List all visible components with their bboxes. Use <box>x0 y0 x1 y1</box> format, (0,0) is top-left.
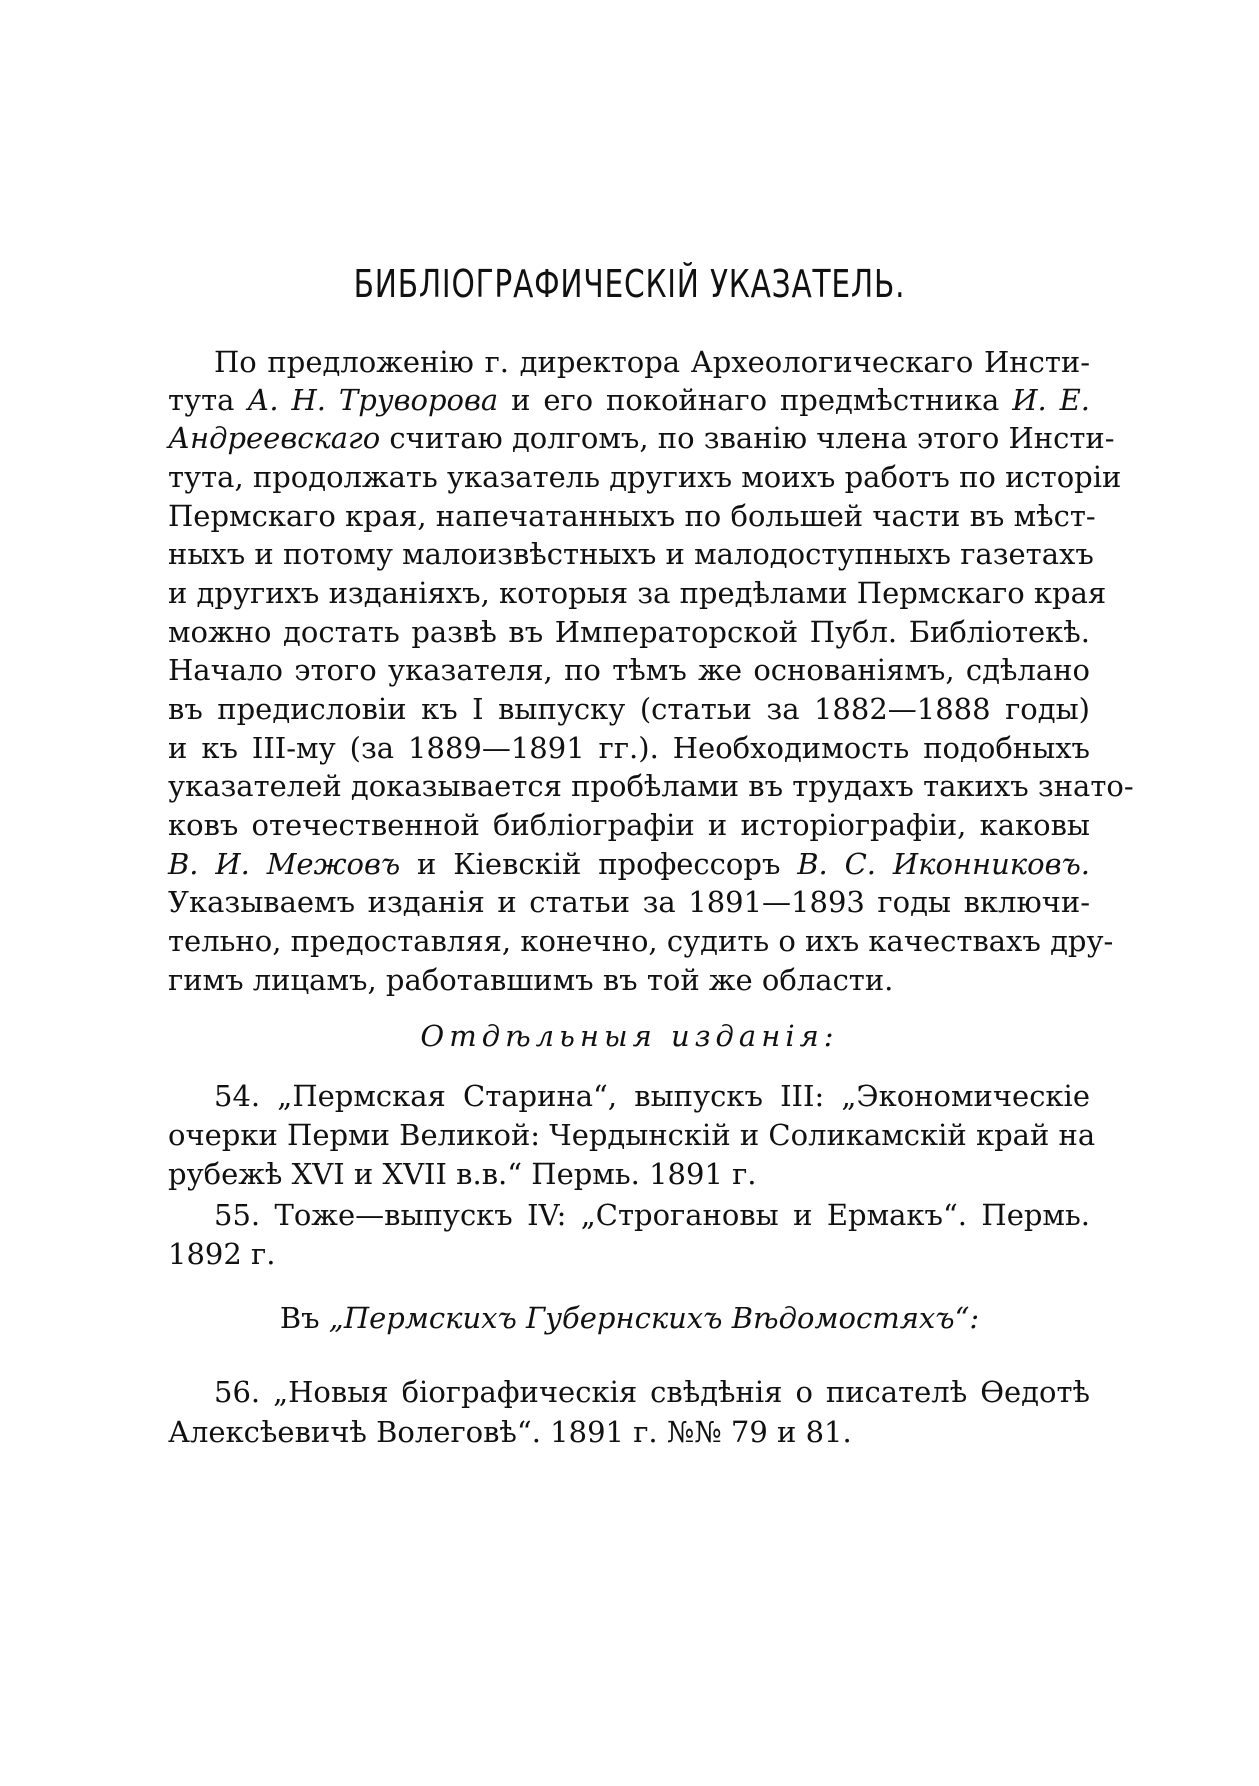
author-name: Андреевскаго <box>168 421 381 455</box>
text-line: Начало этого указателя, по тѣмъ же основаніямъ, сдѣлано <box>168 653 1090 687</box>
author-name: В. И. Межовъ <box>168 847 401 881</box>
author-name: А. Н. Труворова <box>247 383 499 417</box>
text-line: тута, продолжать указатель другихъ моихъ работъ по исторіи <box>168 460 1122 494</box>
entry-54-line: рубежѣ XVI и XVII в.в.“ Пермь. 1891 г. <box>168 1157 757 1191</box>
entry-56-line: Алексѣевичѣ Волеговѣ“. 1891 г. №№ 79 и 81. <box>168 1415 852 1449</box>
text-line: въ предисловіи къ I выпуску (статьи за 1882—1888 годы) <box>168 692 1090 726</box>
text-line: можно достать развѣ въ Императорской Публ. Библіотекѣ. <box>168 615 1090 649</box>
text-line: и другихъ изданіяхъ, которыя за предѣлами Пермскаго края <box>168 576 1107 610</box>
text-line: ковъ отечественной библіографіи и исторіографіи, каковы <box>168 808 1090 842</box>
text-line: ныхъ и потому малоизвѣстныхъ и малодоступныхъ газетахъ <box>168 537 1094 571</box>
text-line: Пермскаго края, напечатанныхъ по большей части въ мѣст- <box>168 499 1096 533</box>
entry-55-line: 1892 г. <box>168 1237 276 1271</box>
text-line: указателей доказывается пробѣлами въ трудахъ такихъ знато- <box>168 769 1134 803</box>
text-line: тута А. Н. Труворова и его покойнаго предмѣстника И. Е. <box>168 383 1090 417</box>
text-line: и къ III-му (за 1889—1891 гг.). Необходимость подобныхъ <box>168 731 1090 765</box>
text-line: гимъ лицамъ, работавшимъ въ той же области. <box>168 963 894 997</box>
page-title: БИБЛІОГРАФИЧЕСКІЙ УКАЗАТЕЛЬ. <box>353 262 906 306</box>
section-heading-separate: Отдѣльныя изданія: <box>420 1019 839 1053</box>
entry-54-line: очерки Перми Великой: Чердынскій и Соликамскій край на <box>168 1118 1096 1152</box>
entry-55-line: 55. Тоже—выпускъ IV: „Строгановы и Ермакъ“. Пермь. <box>214 1198 1090 1232</box>
text-line: В. И. Межовъ и Кіевскій профессоръ В. С. Иконниковъ. <box>168 847 1091 881</box>
section-heading-gazette: Въ „Пермскихъ Губернскихъ Вѣдомостяхъ“: <box>279 1301 980 1335</box>
text-line: Андреевскаго считаю долгомъ, по званію члена этого Инсти- <box>168 421 1115 455</box>
entry-56-line: 56. „Новыя біографическія свѣдѣнія о писателѣ Ѳедотѣ <box>214 1375 1090 1409</box>
text-line: По предложенію г. директора Археологическаго Инсти- <box>214 345 1090 379</box>
text-line: Указываемъ изданія и статьи за 1891—1893 годы включи- <box>168 885 1090 919</box>
text-line: тельно, предоставляя, конечно, судить о ихъ качествахъ дру- <box>168 924 1114 958</box>
author-name: И. Е. <box>1012 383 1090 417</box>
entry-54-line: 54. „Пермская Старина“, выпускъ III: „Экономическіе <box>214 1079 1090 1113</box>
author-name: В. С. Иконниковъ. <box>797 847 1091 881</box>
